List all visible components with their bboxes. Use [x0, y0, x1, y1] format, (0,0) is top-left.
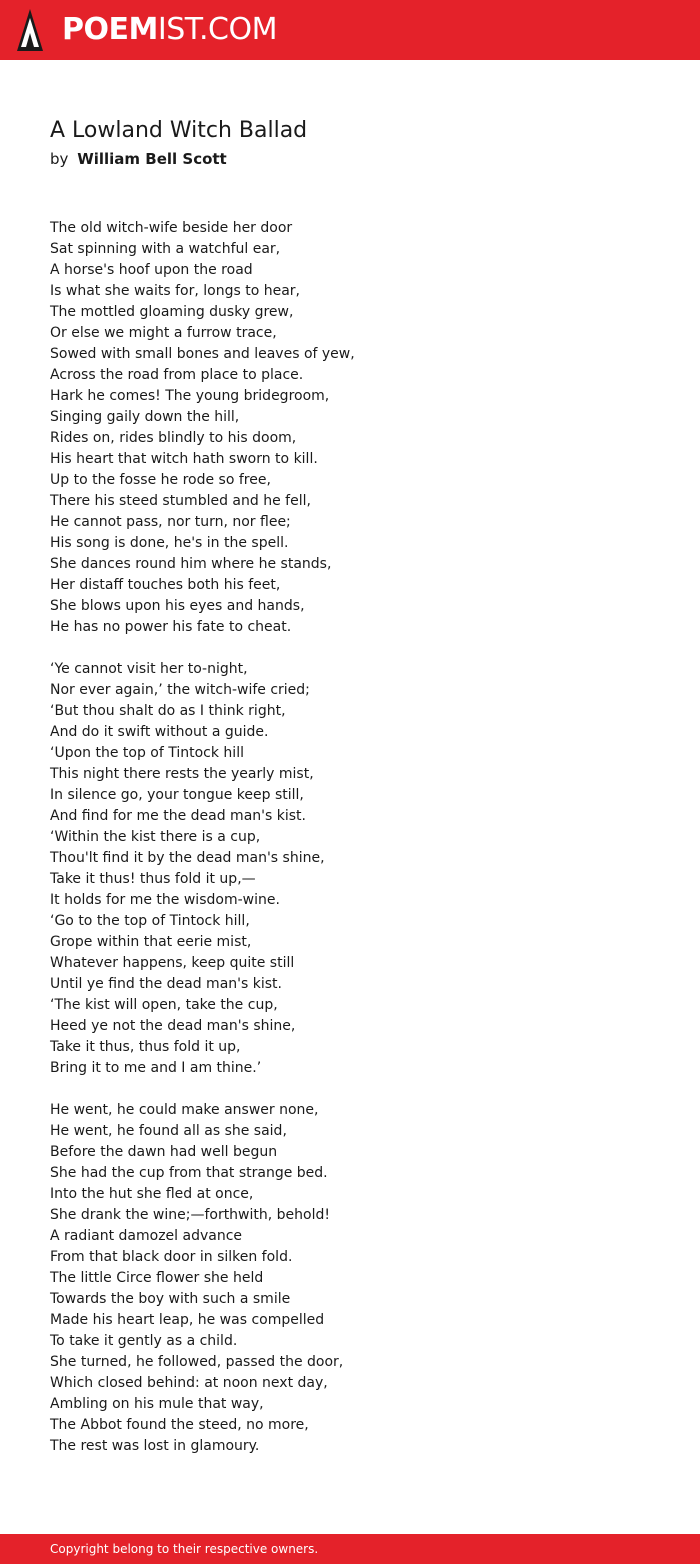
poem-line: Bring it to me and I am thine.’ [50, 1060, 262, 1076]
poem-line: He cannot pass, nor turn, nor flee; [50, 514, 291, 530]
logo-text-light: IST.COM [157, 12, 277, 47]
poem-body [50, 218, 650, 1478]
stanza [50, 1100, 650, 1457]
poem-line: Into the hut she fled at once, [50, 1186, 254, 1202]
poem-line: ‘Upon the top of Tintock hill [50, 745, 244, 761]
poem-line: She dances round him where he stands, [50, 556, 332, 572]
poem-line: Until ye find the dead man's kist. [50, 976, 282, 992]
poem-line: She blows upon his eyes and hands, [50, 598, 305, 614]
poem-line: He went, he could make answer none, [50, 1102, 319, 1118]
poem-line: Sat spinning with a watchful ear, [50, 241, 281, 257]
by-label: by [50, 150, 69, 168]
poem-line: It holds for me the wisdom-wine. [50, 892, 280, 908]
poem-line: And find for me the dead man's kist. [50, 808, 306, 824]
poem-line: His song is done, he's in the spell. [50, 535, 289, 551]
poem-line: Ambling on his mule that way, [50, 1396, 264, 1412]
poem-line: Take it thus, thus fold it up, [50, 1039, 241, 1055]
poem-line: Towards the boy with such a smile [50, 1291, 291, 1307]
poem-line: His heart that witch hath sworn to kill. [50, 451, 318, 467]
poem-line: Is what she waits for, longs to hear, [50, 283, 300, 299]
poem-line: Up to the fosse he rode so free, [50, 472, 271, 488]
poem-line: Hark he comes! The young bridegroom, [50, 388, 330, 404]
poem-line: She drank the wine;—forthwith, behold! [50, 1207, 330, 1223]
poem-line: He went, he found all as she said, [50, 1123, 287, 1139]
poem-line: The old witch-wife beside her door [50, 220, 293, 236]
poem-line: The mottled gloaming dusky grew, [50, 304, 294, 320]
poem-line: Which closed behind: at noon next day, [50, 1375, 328, 1391]
poem-line: He has no power his fate to cheat. [50, 619, 292, 635]
poem-line: A radiant damozel advance [50, 1228, 243, 1244]
poem-line: Heed ye not the dead man's shine, [50, 1018, 296, 1034]
poem-line: Thou'lt find it by the dead man's shine, [50, 850, 325, 866]
site-footer [0, 1534, 700, 1564]
poem-line: Her distaff touches both his feet, [50, 577, 281, 593]
poem-line: To take it gently as a child. [50, 1333, 238, 1349]
author-name[interactable]: William Bell Scott [77, 150, 227, 168]
logo-text-bold: POEM [62, 12, 158, 47]
copyright-notice: Copyright belong to their respective owners. [50, 1542, 319, 1556]
poem-line: Nor ever again,’ the witch-wife cried; [50, 682, 310, 698]
poem-line: And do it swift without a guide. [50, 724, 269, 740]
poem-line: Made his heart leap, he was compelled [50, 1312, 325, 1328]
poem-line: Grope within that eerie mist, [50, 934, 252, 950]
poem-title: A Lowland Witch Ballad [50, 118, 308, 143]
stanza [50, 218, 650, 638]
stanza [50, 659, 650, 1079]
poem-line: She had the cup from that strange bed. [50, 1165, 328, 1181]
poem-line: In silence go, your tongue keep still, [50, 787, 304, 803]
poem-line: The rest was lost in glamoury. [50, 1438, 260, 1454]
poem-line: This night there rests the yearly mist, [50, 766, 314, 782]
poem-line: From that black door in silken fold. [50, 1249, 293, 1265]
poem-line: She turned, he followed, passed the door, [50, 1354, 344, 1370]
site-header [0, 0, 700, 60]
poem-line: Sowed with small bones and leaves of yew, [50, 346, 355, 362]
poem-line: Whatever happens, keep quite still [50, 955, 295, 971]
byline [50, 147, 227, 171]
poem-line: ‘Ye cannot visit her to-night, [50, 661, 248, 677]
poem-line: Singing gaily down the hill, [50, 409, 240, 425]
poem-line: There his steed stumbled and he fell, [50, 493, 311, 509]
pencil-tip-icon[interactable] [17, 9, 43, 51]
site-logo[interactable] [62, 12, 277, 48]
poem-line: Rides on, rides blindly to his doom, [50, 430, 297, 446]
poem-line: The little Circe flower she held [50, 1270, 264, 1286]
poem-line: Before the dawn had well begun [50, 1144, 278, 1160]
poem-line: ‘The kist will open, take the cup, [50, 997, 278, 1013]
poem-line: Take it thus! thus fold it up,— [50, 871, 256, 887]
poem-line: ‘Go to the top of Tintock hill, [50, 913, 250, 929]
poem-line: Across the road from place to place. [50, 367, 304, 383]
poem-line: ‘Within the kist there is a cup, [50, 829, 261, 845]
poem-line: ‘But thou shalt do as I think right, [50, 703, 286, 719]
poem-line: A horse's hoof upon the road [50, 262, 253, 278]
poem-line: The Abbot found the steed, no more, [50, 1417, 309, 1433]
poem-line: Or else we might a furrow trace, [50, 325, 277, 341]
